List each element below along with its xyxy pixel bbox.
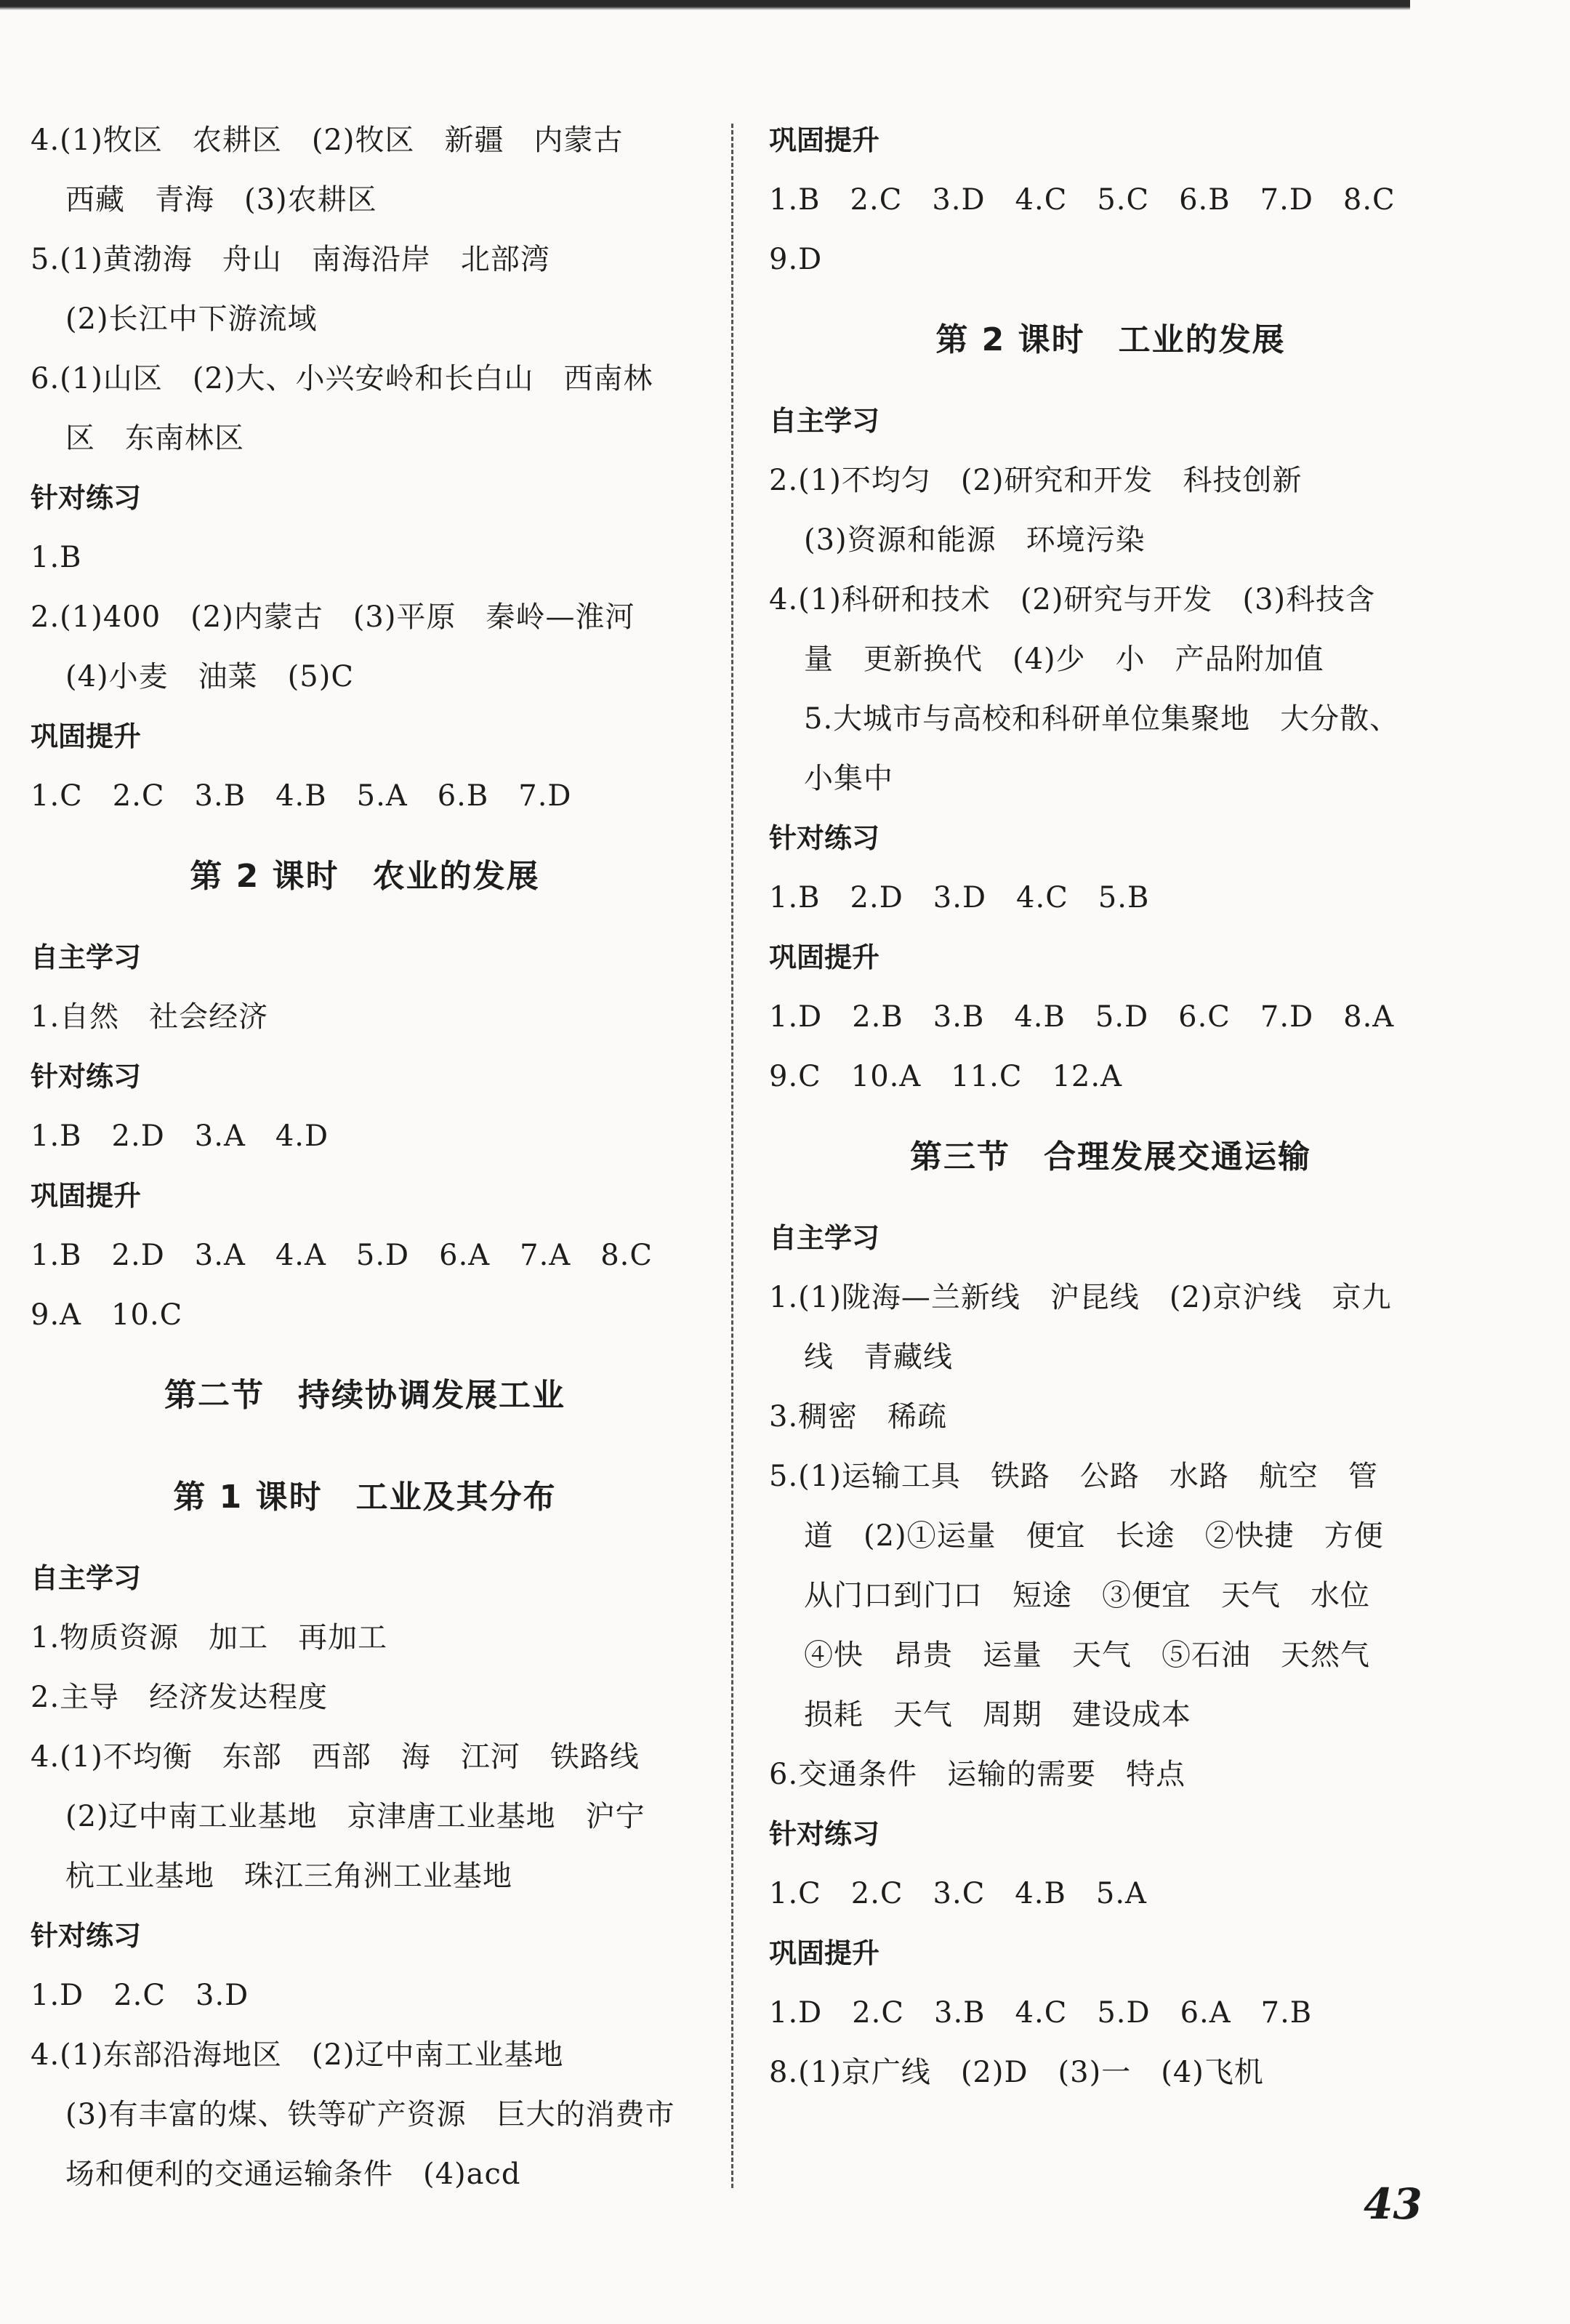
answer-line: 1.D 2.B 3.B 4.B 5.D 6.C 7.D 8.A	[769, 1000, 1395, 1034]
subsection-label: 自主学习	[31, 1562, 142, 1594]
answer-line: 1.B 2.D 3.D 4.C 5.B	[769, 881, 1150, 914]
answer-line: 4.(1)牧区 农耕区 (2)牧区 新疆 内蒙古	[31, 124, 624, 157]
answer-line: 1.(1)陇海—兰新线 沪昆线 (2)京沪线 京九	[769, 1281, 1392, 1314]
answer-line: 5.(1)运输工具 铁路 公路 水路 航空 管	[769, 1460, 1378, 1493]
subsection-label: 巩固提升	[31, 1180, 142, 1212]
answer-line: 1.B 2.C 3.D 4.C 5.C 6.B 7.D 8.C	[769, 183, 1396, 217]
subsection-label: 针对练习	[31, 482, 142, 514]
answer-line: 4.(1)科研和技术 (2)研究与开发 (3)科技含	[769, 583, 1376, 616]
page-number: 43	[1364, 2179, 1422, 2229]
subsection-label: 针对练习	[31, 1061, 142, 1093]
answer-line: 2.主导 经济发达程度	[31, 1681, 329, 1714]
answer-line: 1.B 2.D 3.A 4.A 5.D 6.A 7.A 8.C	[31, 1239, 653, 1272]
answer-line-continued: 区 东南林区	[65, 422, 244, 455]
answer-line-continued: 杭工业基地 珠江三角洲工业基地	[65, 1859, 512, 1893]
subsection-label: 针对练习	[769, 1818, 880, 1850]
answer-line-continued: 线 青藏线	[804, 1340, 953, 1374]
answer-line: 1.C 2.C 3.C 4.B 5.A	[769, 1877, 1147, 1910]
answer-line: 5.(1)黄渤海 舟山 南海沿岸 北部湾	[31, 243, 550, 276]
answer-line-continued: 从门口到门口 短途 ③便宜 天气 水位	[804, 1579, 1370, 1612]
answer-line-continued: 西藏 青海 (3)农耕区	[65, 183, 377, 217]
section-title: 第 2 课时 农业的发展	[190, 858, 540, 895]
right-column	[769, 110, 1452, 2102]
section-title: 第三节 合理发展交通运输	[910, 1138, 1311, 1175]
answer-line: 4.(1)不均衡 东部 西部 海 江河 铁路线	[31, 1740, 640, 1774]
answer-line-continued: (4)小麦 油菜 (5)C	[65, 660, 354, 693]
column-divider	[731, 124, 733, 2188]
answer-line-continued: (3)资源和能源 环境污染	[804, 523, 1146, 557]
answer-line-continued: (2)长江中下游流域	[65, 302, 318, 336]
section-title: 第二节 持续协调发展工业	[164, 1377, 565, 1414]
subsection-label: 自主学习	[769, 405, 880, 437]
answer-line: 3.稠密 稀疏	[769, 1400, 948, 1434]
answer-line: 9.C 10.A 11.C 12.A	[769, 1060, 1122, 1093]
subsection-label: 自主学习	[31, 941, 142, 973]
subsection-label: 自主学习	[769, 1222, 880, 1254]
answer-line-continued: 场和便利的交通运输条件 (4)acd	[65, 2158, 521, 2191]
top-rule	[0, 0, 1410, 10]
answer-line: 8.(1)京广线 (2)D (3)一 (4)飞机	[769, 2056, 1264, 2089]
subsection-label: 针对练习	[769, 822, 880, 854]
answer-line-continued: 5.大城市与高校和科研单位集聚地 大分散、	[804, 702, 1400, 736]
answer-line-continued: (3)有丰富的煤、铁等矿产资源 巨大的消费市	[65, 2098, 675, 2131]
subsection-label: 巩固提升	[769, 941, 880, 973]
answer-line: 9.A 10.C	[31, 1298, 183, 1332]
answer-line: 1.物质资源 加工 再加工	[31, 1621, 388, 1654]
answer-line-continued: (2)辽中南工业基地 京津唐工业基地 沪宁	[65, 1800, 645, 1833]
subsection-label: 巩固提升	[769, 124, 880, 156]
subsection-label: 针对练习	[31, 1920, 142, 1952]
answer-line: 4.(1)东部沿海地区 (2)辽中南工业基地	[31, 2038, 564, 2072]
answer-line-continued: ④快 昂贵 运量 天气 ⑤石油 天然气	[804, 1639, 1370, 1672]
left-column	[31, 110, 699, 2204]
section-title: 第 1 课时 工业及其分布	[173, 1479, 557, 1516]
answer-line: 1.B 2.D 3.A 4.D	[31, 1119, 329, 1153]
answer-line: 6.交通条件 运输的需要 特点	[769, 1758, 1186, 1791]
answer-line: 1.B	[31, 541, 82, 574]
answer-line-continued: 损耗 天气 周期 建设成本	[804, 1698, 1191, 1732]
answer-line: 2.(1)不均匀 (2)研究和开发 科技创新	[769, 464, 1303, 497]
answer-line: 6.(1)山区 (2)大、小兴安岭和长白山 西南林	[31, 362, 653, 395]
subsection-label: 巩固提升	[31, 720, 142, 752]
answer-line: 1.D 2.C 3.D	[31, 1979, 249, 2012]
answer-line-continued: 小集中	[804, 762, 893, 795]
subsection-label: 巩固提升	[769, 1937, 880, 1969]
answer-line: 1.D 2.C 3.B 4.C 5.D 6.A 7.B	[769, 1996, 1313, 2030]
section-title: 第 2 课时 工业的发展	[935, 321, 1286, 358]
answer-line: 9.D	[769, 243, 823, 276]
answer-line-continued: 量 更新换代 (4)少 小 产品附加值	[804, 643, 1324, 676]
answer-line: 2.(1)400 (2)内蒙古 (3)平原 秦岭—淮河	[31, 600, 635, 634]
answer-line: 1.C 2.C 3.B 4.B 5.A 6.B 7.D	[31, 779, 572, 813]
answer-line-continued: 道 (2)①运量 便宜 长途 ②快捷 方便	[804, 1519, 1384, 1553]
answer-line: 1.自然 社会经济	[31, 1000, 269, 1034]
